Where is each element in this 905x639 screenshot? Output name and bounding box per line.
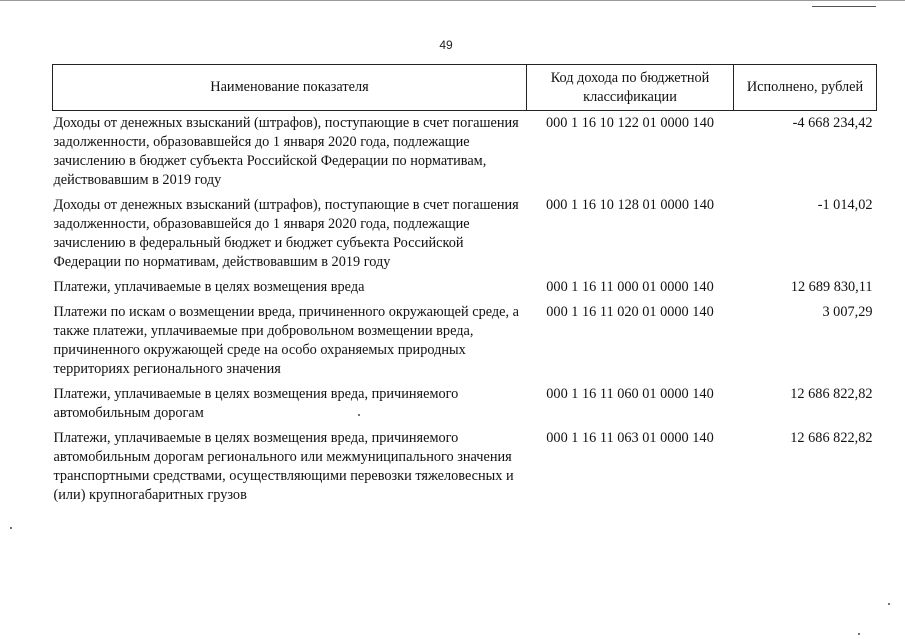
row-amount: 12 686 822,82 [790, 430, 873, 446]
row-name: Доходы от денежных взысканий (штрафов), поступающие в счет погашения задолженности, образовавшейся до 1 января 2020 года, подлежащие зачислению в федеральный бюджет и бюджет субъекта Российской Федерации по нормативам, действовавшим в 2019 году [53, 197, 519, 270]
row-name: Платежи по искам о возмещении вреда, причиненного окружающей среде, а также платежи, уплачиваемые при добровольном возмещении вреда, причиненного окружающей среде на особо охраняемых природных территориях регионального значения [53, 304, 519, 377]
table-row [53, 423, 877, 505]
scan-speck [10, 527, 12, 529]
header-name: Наименование показателя [53, 65, 527, 111]
row-code: 000 1 16 11 060 01 0000 140 [546, 386, 714, 402]
row-amount: 12 686 822,82 [790, 386, 873, 402]
top-edge-rule [0, 0, 905, 1]
row-name: Платежи, уплачиваемые в целях возмещения вреда, причиняемого автомобильным дорогам регионального или межмуниципального значения транспортными средствами, осуществляющими перевозки тяжеловесных и (или) крупногабаритных грузов [53, 430, 514, 503]
row-name: Платежи, уплачиваемые в целях возмещения вреда [53, 279, 365, 295]
row-code: 000 1 16 10 128 01 0000 140 [546, 197, 714, 213]
scan-speck [888, 603, 890, 605]
scan-speck [858, 633, 860, 635]
revenue-table [52, 64, 877, 505]
table-row [53, 190, 877, 272]
header-row [53, 65, 877, 111]
row-code: 000 1 16 11 020 01 0000 140 [546, 304, 714, 320]
header-amount: Исполнено, рублей [734, 65, 877, 111]
header-code: Код дохода по бюджетной классификации [527, 65, 734, 111]
row-amount: 3 007,29 [822, 304, 873, 320]
table-row [53, 297, 877, 379]
table-row [53, 111, 877, 191]
row-name: Доходы от денежных взысканий (штрафов), поступающие в счет погашения задолженности, образовавшейся до 1 января 2020 года, подлежащие зачислению в бюджет субъекта Российской Федерации по нормативам, действовавшим в 2019 году [53, 115, 519, 188]
page-number: 49 [439, 38, 453, 52]
row-amount: -4 668 234,42 [792, 115, 873, 131]
row-code: 000 1 16 11 000 01 0000 140 [546, 279, 714, 295]
table-row [53, 379, 877, 423]
row-amount: 12 689 830,11 [790, 279, 873, 295]
row-name: Платежи, уплачиваемые в целях возмещения вреда, причиняемого автомобильным дорогам [53, 386, 459, 421]
scan-speck [358, 414, 360, 416]
table-body [53, 111, 877, 506]
table-row [53, 272, 877, 297]
row-code: 000 1 16 11 063 01 0000 140 [546, 430, 714, 446]
corner-mark-line [812, 6, 876, 7]
row-amount: -1 014,02 [817, 197, 873, 213]
row-code: 000 1 16 10 122 01 0000 140 [546, 115, 714, 131]
table-header [53, 65, 877, 111]
